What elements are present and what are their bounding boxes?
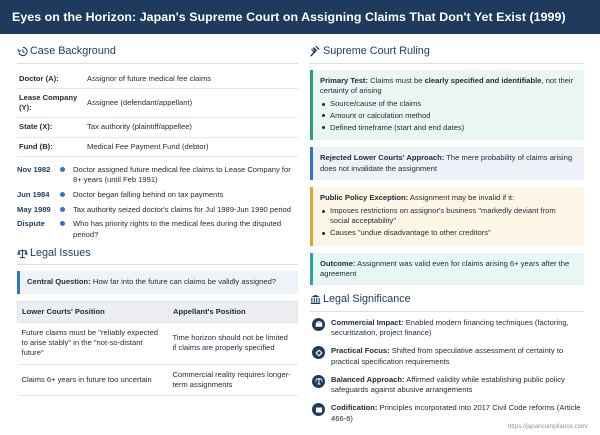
cogs-icon — [312, 346, 325, 359]
central-question-label: Central Question: — [27, 277, 91, 287]
significance-label: Balanced Approach: — [331, 374, 405, 384]
table-cell: Commercial reality requires longer-term assignments — [169, 364, 298, 396]
significance-label: Commercial Impact: — [331, 317, 404, 327]
primary-test-emphasis: clearly specified and identifiable — [424, 75, 542, 85]
timeline-dot — [60, 207, 65, 212]
significance-heading — [310, 292, 584, 312]
party-label: Doctor (A): — [17, 70, 85, 89]
timeline-text: Doctor assigned future medical fee claims to Lease Company for 8+ years (until Feb 1991) — [73, 164, 291, 185]
timeline-text: Doctor began falling behind on tax payments — [73, 189, 224, 199]
rejected-approach-box — [310, 147, 584, 180]
parties-table — [17, 70, 298, 157]
list-item: Source/cause of the claims — [320, 99, 577, 109]
significance-text: Affirmed validity while establishing public policy safeguards against abusive arrangements — [331, 374, 565, 395]
timeline-item — [17, 219, 298, 240]
footer-url[interactable]: https://japancompliance.com/ — [507, 422, 588, 430]
timeline-text: Who has priority rights to the medical fees during the disputed period? — [73, 219, 282, 239]
left-column — [17, 44, 298, 396]
significance-item — [310, 375, 584, 396]
party-label: Lease Company (Y): — [17, 88, 85, 118]
scale-icon — [17, 248, 28, 259]
significance-title: Legal Significance — [323, 293, 411, 306]
significance-label: Practical Focus: — [331, 346, 390, 356]
table-row — [17, 118, 298, 137]
list-item: Causes "undue disadvantage to other creditors" — [320, 228, 577, 238]
party-value: Tax authority (plaintiff/appellee) — [85, 118, 298, 137]
timeline-dot — [60, 192, 65, 197]
page-header — [0, 0, 600, 34]
right-column — [310, 44, 584, 432]
ruling-title: Supreme Court Ruling — [323, 45, 430, 57]
public-policy-box — [310, 187, 584, 246]
history-icon — [17, 46, 28, 57]
list-item: Amount or calculation method — [320, 111, 577, 121]
primary-test-post: , not their certainty of arising — [320, 75, 574, 95]
balance-icon — [312, 375, 325, 388]
timeline-item — [17, 205, 298, 215]
rejected-label: Rejected Lower Courts' Approach: — [320, 153, 445, 163]
party-value: Assignor of future medical fee claims — [85, 70, 298, 89]
party-value: Medical Fee Payment Fund (debtor) — [85, 137, 298, 156]
timeline-item — [17, 190, 298, 200]
primary-test-label: Primary Test: — [320, 75, 368, 85]
gavel-icon — [310, 46, 321, 57]
table-cell: Claims 6+ years in future too uncertain — [18, 364, 169, 396]
primary-test-box — [310, 70, 584, 141]
significance-item — [310, 403, 584, 424]
legal-issues-heading — [17, 246, 298, 266]
timeline-date: May 1989 — [17, 204, 51, 214]
briefcase-icon — [312, 318, 325, 331]
party-label: State (X): — [17, 118, 85, 137]
timeline-date: Dispute — [17, 219, 45, 229]
timeline — [17, 165, 298, 240]
table-row — [18, 322, 298, 364]
table-cell: Time horizon should not be limited if claims are properly specified — [169, 322, 298, 364]
primary-test-pre: Claims must be — [370, 75, 423, 85]
significance-item — [310, 318, 584, 339]
party-label: Fund (B): — [17, 137, 85, 156]
timeline-dot — [60, 167, 65, 172]
column-header: Lower Courts' Position — [18, 301, 169, 322]
list-item: Imposes restrictions on assignor's business "markedly deviant from social acceptability" — [320, 206, 577, 227]
positions-table — [17, 301, 298, 397]
case-background-title: Case Background — [30, 45, 116, 57]
legal-issues-title: Legal Issues — [30, 246, 91, 259]
central-question-box — [17, 271, 298, 293]
primary-test-list — [320, 99, 577, 133]
list-item: Defined timeframe (start and end dates) — [320, 123, 577, 133]
outcome-box — [310, 253, 584, 286]
table-header-row — [18, 301, 298, 322]
landmark-icon — [310, 294, 321, 305]
rejected-text: The mere probability of claims arising does not invalidate the assignment — [320, 153, 573, 173]
central-question-text: How far into the future can claims be validly assigned? — [92, 277, 277, 287]
significance-text: Enabled modern financing techniques (factoring, securitization, project finance) — [331, 317, 569, 338]
timeline-text: Tax authority seized doctor's claims for Jul 1989-Jun 1990 period — [73, 204, 291, 214]
policy-text: Assignment may be invalid if it: — [409, 192, 515, 202]
significance-text: Shifted from speculative assessment of certainty to practical specification requirements — [331, 346, 564, 366]
significance-text: Principles incorporated into 2017 Civil Code reforms (Article 466-6) — [331, 403, 581, 423]
ruling-heading — [310, 44, 584, 64]
policy-list — [320, 206, 577, 238]
page-title: Eyes on the Horizon: Japan's Supreme Court on Assigning Claims That Don't Yet Exist (1999) — [12, 10, 566, 24]
timeline-dot — [60, 221, 65, 226]
policy-label: Public Policy Exception: — [320, 192, 409, 202]
table-row — [17, 88, 298, 118]
significance-label: Codification: — [331, 403, 378, 413]
outcome-label: Outcome: — [320, 258, 356, 268]
table-row — [18, 364, 298, 396]
timeline-date: Jun 1984 — [17, 189, 50, 199]
timeline-date: Nov 1982 — [17, 164, 51, 174]
party-value: Assignee (defendant/appellant) — [85, 88, 298, 118]
case-background-heading — [17, 44, 298, 64]
table-row — [17, 137, 298, 156]
timeline-item — [17, 165, 298, 186]
outcome-text: Assignment was valid even for claims arising 6+ years after the agreement — [320, 258, 570, 279]
table-row — [17, 70, 298, 89]
column-header: Appellant's Position — [169, 301, 298, 322]
table-cell: Future claims must be "reliably expected to arise stably" in the "not-so-distant future" — [18, 322, 169, 364]
significance-item — [310, 346, 584, 367]
book-icon — [312, 403, 325, 416]
